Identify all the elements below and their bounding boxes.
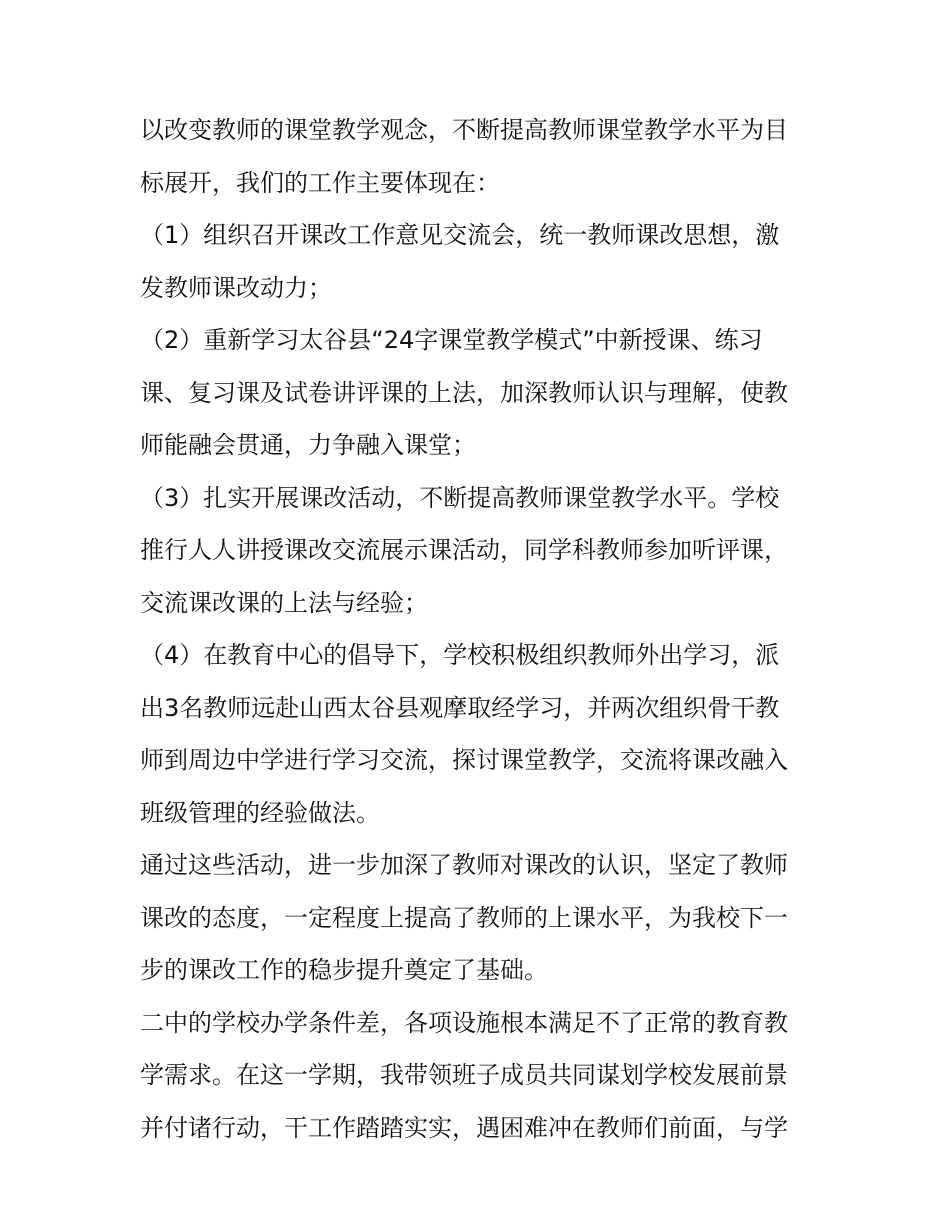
text-line-15: 通过这些活动，进一步加深了教师对课改的认识，坚定了教师 [140, 851, 788, 879]
text-line-16: 课改的态度，一定程度上提高了教师的上课水平，为我校下一 [140, 903, 788, 932]
text-line-17: 步的课改工作的稳步提升奠定了基础。 [140, 956, 548, 984]
document-body [140, 104, 820, 1154]
text-line-18: 二中的学校办学条件差，各项设施根本满足不了正常的教育教 [140, 1008, 788, 1037]
text-line-10: 交流课改课的上法与经验； [140, 588, 428, 617]
text-line-2: 标展开，我们的工作主要体现在： [140, 168, 500, 197]
text-line-6: 课、复习课及试卷讲评课的上法，加深教师认识与理解，使教 [140, 378, 788, 407]
text-line-12: 出3名教师远赴山西太谷县观摩取经学习，并两次组织骨干教 [140, 693, 780, 722]
text-line-20: 并付诸行动，干工作踏踏实实，遇困难冲在教师们前面，与学 [140, 1113, 788, 1142]
text-line-14: 班级管理的经验做法。 [140, 798, 380, 827]
text-line-11: （4）在教育中心的倡导下，学校积极组织教师外出学习，派 [140, 641, 780, 669]
text-line-13: 师到周边中学进行学习交流，探讨课堂教学，交流将课改融入 [140, 746, 788, 774]
text-line-1: 以改变教师的课堂教学观念，不断提高教师课堂教学水平为目 [140, 116, 788, 144]
text-line-9: 推行人人讲授课改交流展示课活动，同学科教师参加听评课， [140, 536, 788, 564]
text-line-19: 学需求。在这一学期，我带领班子成员共同谋划学校发展前景 [140, 1061, 788, 1089]
text-line-5: （2）重新学习太谷县“24字课堂教学模式”中新授课、练习 [140, 326, 763, 354]
text-line-4: 发教师课改动力； [140, 273, 332, 302]
text-line-7: 师能融会贯通，力争融入课堂； [140, 431, 476, 459]
text-line-3: （1）组织召开课改工作意见交流会，统一教师课改思想，激 [140, 221, 780, 249]
text-line-8: （3）扎实开展课改活动，不断提高教师课堂教学水平。学校 [140, 483, 780, 512]
